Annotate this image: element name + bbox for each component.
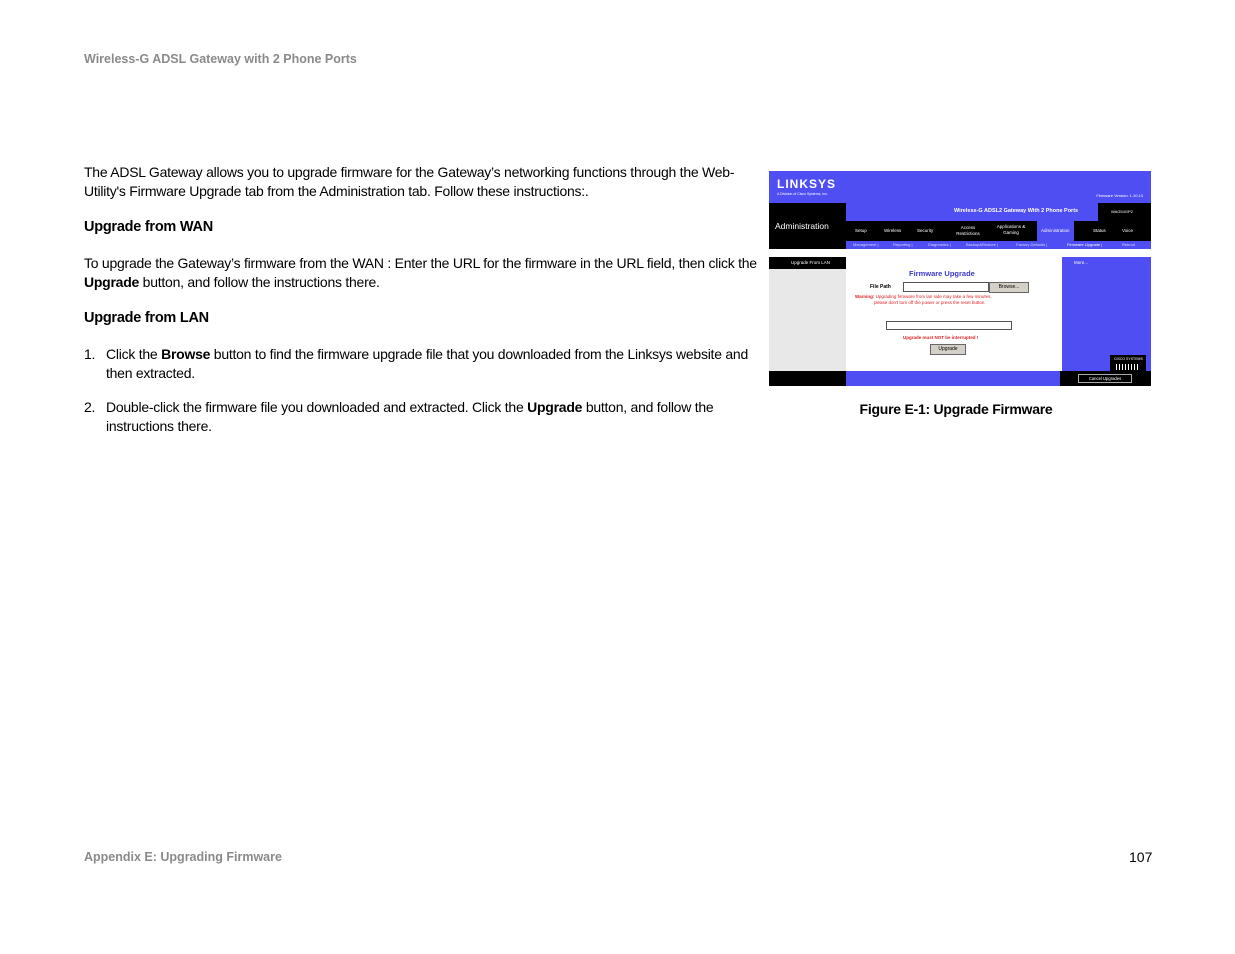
figure-section-block bbox=[769, 203, 846, 249]
list-item bbox=[84, 398, 760, 436]
lan-steps bbox=[84, 345, 760, 436]
product-name: Wireless-G ADSL2 Gateway With 2 Phone Ports bbox=[954, 208, 1079, 214]
step-text-after: button to find the firmware upgrade file that you downloaded from the Linksys website and then extracted. bbox=[106, 346, 748, 381]
figure-left-panel bbox=[769, 257, 846, 371]
left-panel-heading bbox=[769, 257, 846, 269]
wan-text-after: button, and follow the instructions there. bbox=[139, 274, 380, 290]
step-text-after: button, and follow the instructions there. bbox=[106, 399, 714, 434]
linksys-logo: LINKSYS bbox=[777, 177, 837, 191]
cisco-logo bbox=[1110, 355, 1146, 371]
figure-brand-bar bbox=[769, 171, 1151, 203]
bottom-strip bbox=[846, 371, 1122, 386]
warning-label: Warning: bbox=[855, 294, 875, 299]
cancel-upgrades-button: Cancel Upgrades bbox=[1078, 374, 1132, 383]
tab-access-restrictions: Access Restrictions bbox=[956, 225, 980, 236]
step-bold: Browse bbox=[161, 346, 211, 362]
tab-voice: Voice bbox=[1122, 228, 1134, 233]
panel-title: Firmware Upgrade bbox=[909, 269, 975, 278]
wan-paragraph bbox=[84, 254, 760, 292]
step-text-before: Double-click the firmware file you downloaded and extracted. Click the bbox=[106, 399, 528, 415]
interrupt-notice: Upgrade must NOT be interrupted ! bbox=[903, 335, 979, 340]
subtab-management: Management | bbox=[853, 242, 879, 247]
figure-tab-bar bbox=[846, 221, 1151, 241]
body-content bbox=[84, 163, 760, 451]
subtab-reporting: Reporting | bbox=[893, 242, 913, 247]
figure-caption: Figure E-1: Upgrade Firmware bbox=[859, 401, 1053, 417]
title-strip bbox=[846, 203, 1098, 221]
subtab-firmware-upgrade: Firmware Upgrade | bbox=[1067, 242, 1103, 247]
wan-text-before: To upgrade the Gateway’s firmware from the WAN : Enter the URL for the firmware in the URL field, then click the bbox=[84, 255, 757, 271]
left-heading-label: Upgrade From LAN bbox=[791, 260, 831, 265]
warning-line-2: please don't turn off the power or press the reset button. bbox=[874, 300, 986, 305]
tab-applications-gaming: Applications & Gaming bbox=[996, 224, 1026, 235]
tab-wireless: Wireless bbox=[884, 228, 902, 233]
lan-heading: Upgrade from LAN bbox=[84, 310, 209, 326]
step-number: 1. bbox=[84, 346, 96, 362]
cisco-bars-icon bbox=[1116, 364, 1140, 370]
subtab-factory-defaults: Factory Defaults | bbox=[1016, 242, 1048, 247]
step-number: 2. bbox=[84, 399, 96, 415]
subtab-diagnostics: Diagnostics | bbox=[928, 242, 951, 247]
tab-security: Security bbox=[917, 228, 934, 233]
tab-status: Status bbox=[1093, 228, 1106, 233]
wan-heading: Upgrade from WAN bbox=[84, 219, 213, 235]
model-number: WAG54GP2 bbox=[1111, 209, 1133, 214]
upgrade-progress-field bbox=[886, 321, 1012, 330]
cisco-text: CISCO SYSTEMS bbox=[1114, 357, 1143, 361]
figure-title-bar bbox=[846, 203, 1151, 221]
step-text-before: Click the bbox=[106, 346, 162, 362]
page-number: 107 bbox=[1129, 849, 1153, 865]
file-path-input bbox=[903, 282, 989, 292]
list-item bbox=[84, 345, 760, 383]
upgrade-warning bbox=[855, 294, 992, 306]
tab-administration: Administration bbox=[1037, 221, 1074, 241]
more-link: More... bbox=[1074, 260, 1089, 265]
firmware-version: Firmware Version: 1.10.10 bbox=[1096, 193, 1143, 198]
subtab-reboot: Reboot bbox=[1122, 242, 1135, 247]
wan-upgrade-bold: Upgrade bbox=[84, 274, 140, 290]
warning-text-1: Upgrading firmware from lan side may take a few minutes, bbox=[874, 294, 992, 299]
tab-setup: Setup bbox=[855, 228, 867, 233]
running-header: Wireless-G ADSL Gateway with 2 Phone Ports bbox=[84, 52, 357, 66]
figure-subtab-bar bbox=[846, 241, 1151, 249]
figure-help-panel bbox=[1062, 257, 1151, 371]
browse-button: Browse... bbox=[989, 282, 1029, 293]
step-bold: Upgrade bbox=[527, 399, 583, 415]
subtab-backup-restore: Backup&Restore | bbox=[966, 242, 999, 247]
section-label: Administration bbox=[775, 221, 829, 231]
figure-bottom-bar bbox=[769, 371, 1151, 386]
intro-paragraph: The ADSL Gateway allows you to upgrade firmware for the Gateway’s networking functions through the Web-Utility's Firmware Upgrade tab from the Administration tab. Follow these instructions:. bbox=[84, 164, 735, 199]
firmware-upgrade-screenshot bbox=[769, 171, 1151, 386]
upgrade-button: Upgrade bbox=[930, 344, 966, 355]
footer-section: Appendix E: Upgrading Firmware bbox=[84, 850, 282, 864]
brand-subtitle: A Division of Cisco Systems, Inc. bbox=[777, 192, 828, 196]
figure-main-panel bbox=[848, 257, 1060, 371]
file-path-label: File Path bbox=[870, 284, 891, 290]
